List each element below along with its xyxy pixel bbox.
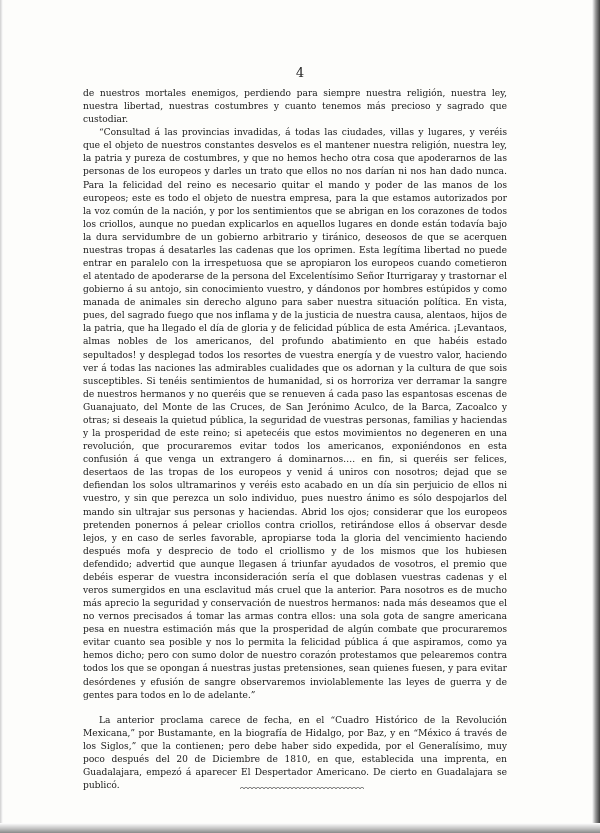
page-bottom-edge-shadow: [0, 823, 600, 833]
page-left-edge: [0, 0, 3, 833]
paragraph-continuation: de nuestros mortales enemigos, perdiendo para siempre nuestra religión, nuestra ley, nuestra libertad, nuestras costumbres y cuanto tenemos más precioso y sagrado que custodiar.: [83, 89, 507, 126]
paragraph-proclamation: “Consultad á las provincias invadidas, á todas las ciudades, villas y lugares, y veréis que el objeto de nuestros constantes desvelos es el mantener nuestra religión, nuestra ley, la patria y pureza de costumbres, y que no hemos hecho otra cosa que apoderarnos de las personas de los europeos y darles un trato que ellos no nos darían ni nos han dado nunca. Para la felicidad del reino es necesario quitar el mando y poder de las manos de los europeos; este es todo el objeto de nuestra empresa, para la que estamos autorizados por la voz común de la nación, y por los sentimientos que se abrigan en los corazones de todos los criollos, aunque no puedan explicarlos en aquellos lugares en donde están todavía bajo la dura servidumbre de un gobierno arbitrario y tiránico, deseosos de que se acerquen nuestras tropas á desatarles las cadenas que los oprimen. Esta legítima libertad no puede entrar en paralelo con la irrespetuosa que se apropiaron los europeos cuando cometieron el atentado de apoderarse de la persona del Excelentísimo Señor Iturrigaray y trastornar el gobierno á su antojo, sin conocimiento vuestro, y dándonos por hombres estúpidos y como manada de animales sin derecho alguno para saber nuestra situación política. En vista, pues, del sagrado fuego que nos inflama y de la justicia de nuestra causa, alentaos, hijos de la patria, que ha llegado el día de gloria y de felicidad pública de esta América. ¡Levantaos, almas nobles de los americanos, del profundo abatimiento en que habéis estado sepultados! y desplegad todos los resortes de vuestra energía y de vuestro valor, haciendo ver á todas las naciones las admirables cualidades que os adornan y la cultura de que sois susceptibles. Si tenéis sentimientos de humanidad, si os horroriza ver derramar la sangre de nuestros hermanos y no queréis que se renueven á cada paso las espantosas escenas de Guanajuato, del Monte de las Cruces, de San Jerónimo Aculco, de la Barca, Zacoalco y otras; si deseais la quietud pública, la seguridad de vuestras personas, familias y haciendas y la prosperidad de este reino; si apetecéis que estos movimientos no degeneren en una revolución, que procuraremos evitar todos los americanos, exponiéndonos en esta confusión á que venga un extrangero á dominarnos…. en fin, si queréis ser felices, desertaos de las tropas de los europeos y venid á uniros con nosotros; dejad que se defiendan los solos ultramarinos y veréis esto acabado en un día sin perjuicio de ellos ni vuestro, y sin que perezca un solo individuo, pues nuestro ánimo es sólo despojarlos del mando sin ultrajar sus personas y haciendas. Abrid los ojos; considerar que los europeos pretenden ponernos á pelear criollos contra criollos, retirándose ellos á observar desde lejos, y en caso de serles favorable, apropiarse toda la gloria del vencimiento haciendo después mofa y desprecio de todo el criollismo y de los mismos que los hubiesen defendido; advertid que aunque llegasen á triunfar ayudados de vosotros, el premio que debéis esperar de vuestra inconsideración sería el que doblasen vuestras cadenas y el veros sumergidos en una esclavitud más cruel que la anterior. Para nosotros es de mucho más aprecio la seguridad y conservación de nuestros hermanos: nada más deseamos que el no vernos precisados á tomar las armas contra ellos: una sola gota de sangre americana pesa en nuestra estimación más que la prosperidad de algún combate que procuraremos evitar cuanto sea posible y nos lo permita la felicidad pública á que aspiramos, como ya hemos dicho; pero con sumo dolor de nuestro corazón protestamos que pelearemos contra todos los que se opongan á nuestras justas pretensiones, sean quienes fuesen, y para evitar desórdenes y efusión de sangre observaremos inviolablemente las leyes de guerra y de gentes para todos en lo de adelante.”: [83, 128, 507, 701]
paragraph-commentary: La anterior proclama carece de fecha, en el “Cuadro Histórico de la Revolución Mexicana,” por Bustamante, en la biografía de Hidalgo, por Baz, y en “México á través de los Siglos,” que la contienen; pero debe haber sido expedida, por el Generalísimo, muy poco después del 20 de Diciembre de 1810, en que, establecida una imprenta, en Guadalajara, empezó á aparecer El Despertador Americano. De cierto en Guadalajara se publicó.: [83, 715, 507, 792]
page-number: 4: [295, 66, 305, 81]
decorative-wavy-rule: [240, 786, 364, 789]
body-text: [83, 88, 507, 793]
page-right-edge-shadow: [592, 0, 600, 833]
